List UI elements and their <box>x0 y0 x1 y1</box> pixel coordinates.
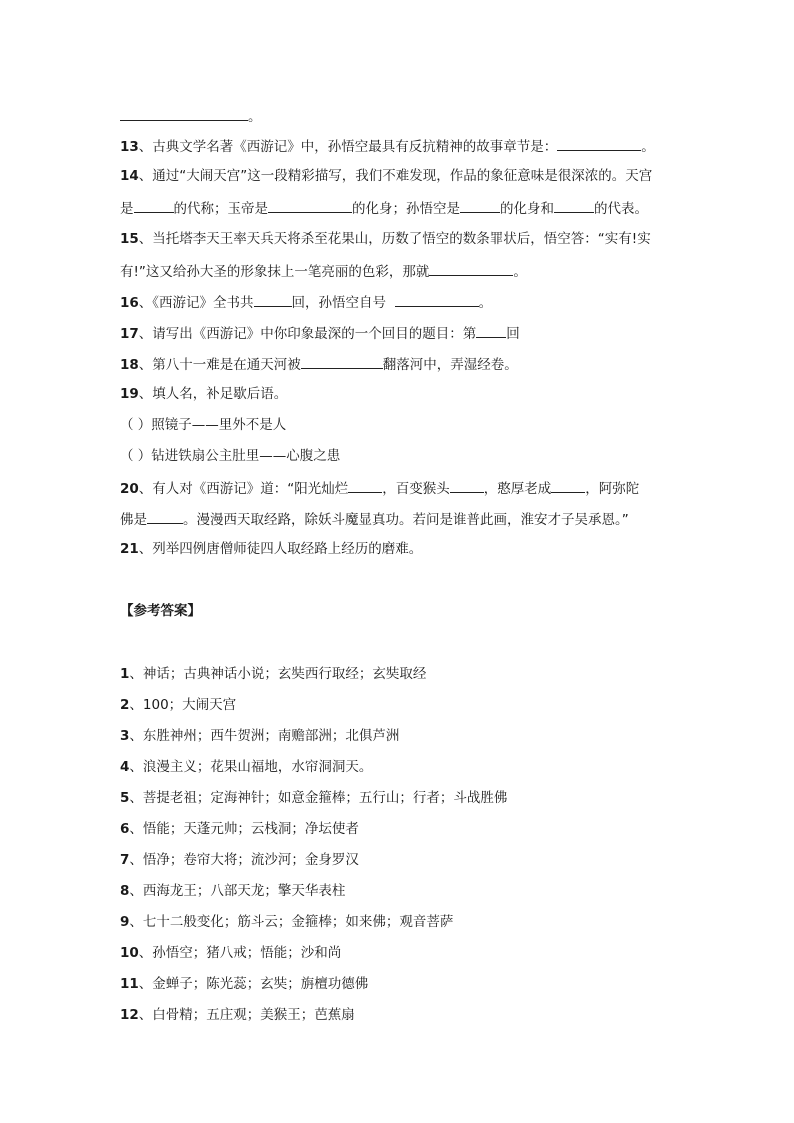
answer-item: 12、白骨精；五庄观；美猴王；芭蕉扇 <box>120 1007 355 1023</box>
question-16: 16、《西游记》全书共 回，孙悟空自号 。 <box>120 292 682 312</box>
answer-blank <box>476 323 506 338</box>
question-14-line1: 14、通过“大闹天宫”这一段精彩描写，我们不难发现，作品的象征意味是很深浓的。天宫 <box>120 168 653 184</box>
question-21: 21、列举四例唐僧师徒四人取经路上经历的磨难。 <box>120 541 423 557</box>
question-20-line1: 20、有人对《西游记》道：“阳光灿烂 ，百变猴头 ，憨厚老成 ，阿弥陀 <box>120 478 682 498</box>
answer-item: 7、悟净；卷帘大将；流沙河；金身罗汉 <box>120 852 359 868</box>
answer-blank <box>429 261 513 276</box>
question-13: 13、古典文学名著《西游记》中，孙悟空最具有反抗精神的故事章节是： 。 <box>120 136 682 156</box>
answer-item: 5、菩提老祖；定海神针；如意金箍棒；五行山；行者；斗战胜佛 <box>120 790 508 806</box>
question-19-item1: （ ）照镜子——里外不是人 <box>120 417 287 433</box>
answer-item: 9、七十二般变化；筋斗云；金箍棒；如来佛；观音菩萨 <box>120 914 454 930</box>
question-18: 18、第八十一难是在通天河被 翻落河中，弄湿经卷。 <box>120 354 682 374</box>
question-17: 17、请写出《西游记》中你印象最深的一个回目的题目：第 回 <box>120 323 682 343</box>
answer-item: 8、西海龙王；八部天龙；擎天华表柱 <box>120 883 346 899</box>
question-19-item2: （ ）钻进铁扇公主肚里——心腹之患 <box>120 448 341 464</box>
answer-item: 3、东胜神州；西牛贺洲；南赡部洲；北俱芦洲 <box>120 728 400 744</box>
question-14-line2: 是 的代称；玉帝是 的化身；孙悟空是 的化身和 的代表。 <box>120 198 682 218</box>
answer-blank <box>268 198 352 213</box>
answer-item: 4、浪漫主义；花果山福地，水帘洞洞天。 <box>120 759 373 775</box>
answer-blank <box>460 198 500 213</box>
question-20-line2: 佛是 。漫漫西天取经路，除妖斗魔显真功。若问是谁普此画，淮安才子吴承恩。” <box>120 509 682 529</box>
answer-blank <box>554 198 594 213</box>
answer-item: 11、金蝉子；陈光蕊；玄奘；旃檀功德佛 <box>120 976 369 992</box>
question-19: 19、填人名，补足歇后语。 <box>120 386 288 402</box>
question-15-line1: 15、当托塔李天王率天兵天将杀至花果山，历数了悟空的数条罪状后，悟空答：“实有!实 <box>120 231 651 247</box>
answer-item: 10、孙悟空；猪八戒；悟能；沙和尚 <box>120 945 342 961</box>
question-15-line2: 有!”这又给孙大圣的形象抹上一笔亮丽的色彩，那就 。 <box>120 261 682 281</box>
answers-heading: 【参考答案】 <box>120 603 201 619</box>
answer-item: 2、100；大闹天宫 <box>120 697 237 713</box>
answer-blank <box>134 198 174 213</box>
answer-blank <box>120 106 248 121</box>
q12-tail: 。 <box>120 106 682 126</box>
answer-item: 1、神话；古典神话小说；玄奘西行取经；玄奘取经 <box>120 666 427 682</box>
answer-blank <box>450 478 484 493</box>
answer-blank <box>551 478 585 493</box>
answer-blank <box>301 354 383 369</box>
answer-blank <box>557 136 641 151</box>
answer-blank <box>254 292 292 307</box>
answer-blank <box>395 292 479 307</box>
answer-blank <box>348 478 382 493</box>
answer-blank <box>147 509 183 524</box>
answer-item: 6、悟能；天蓬元帅；云栈洞；净坛使者 <box>120 821 359 837</box>
